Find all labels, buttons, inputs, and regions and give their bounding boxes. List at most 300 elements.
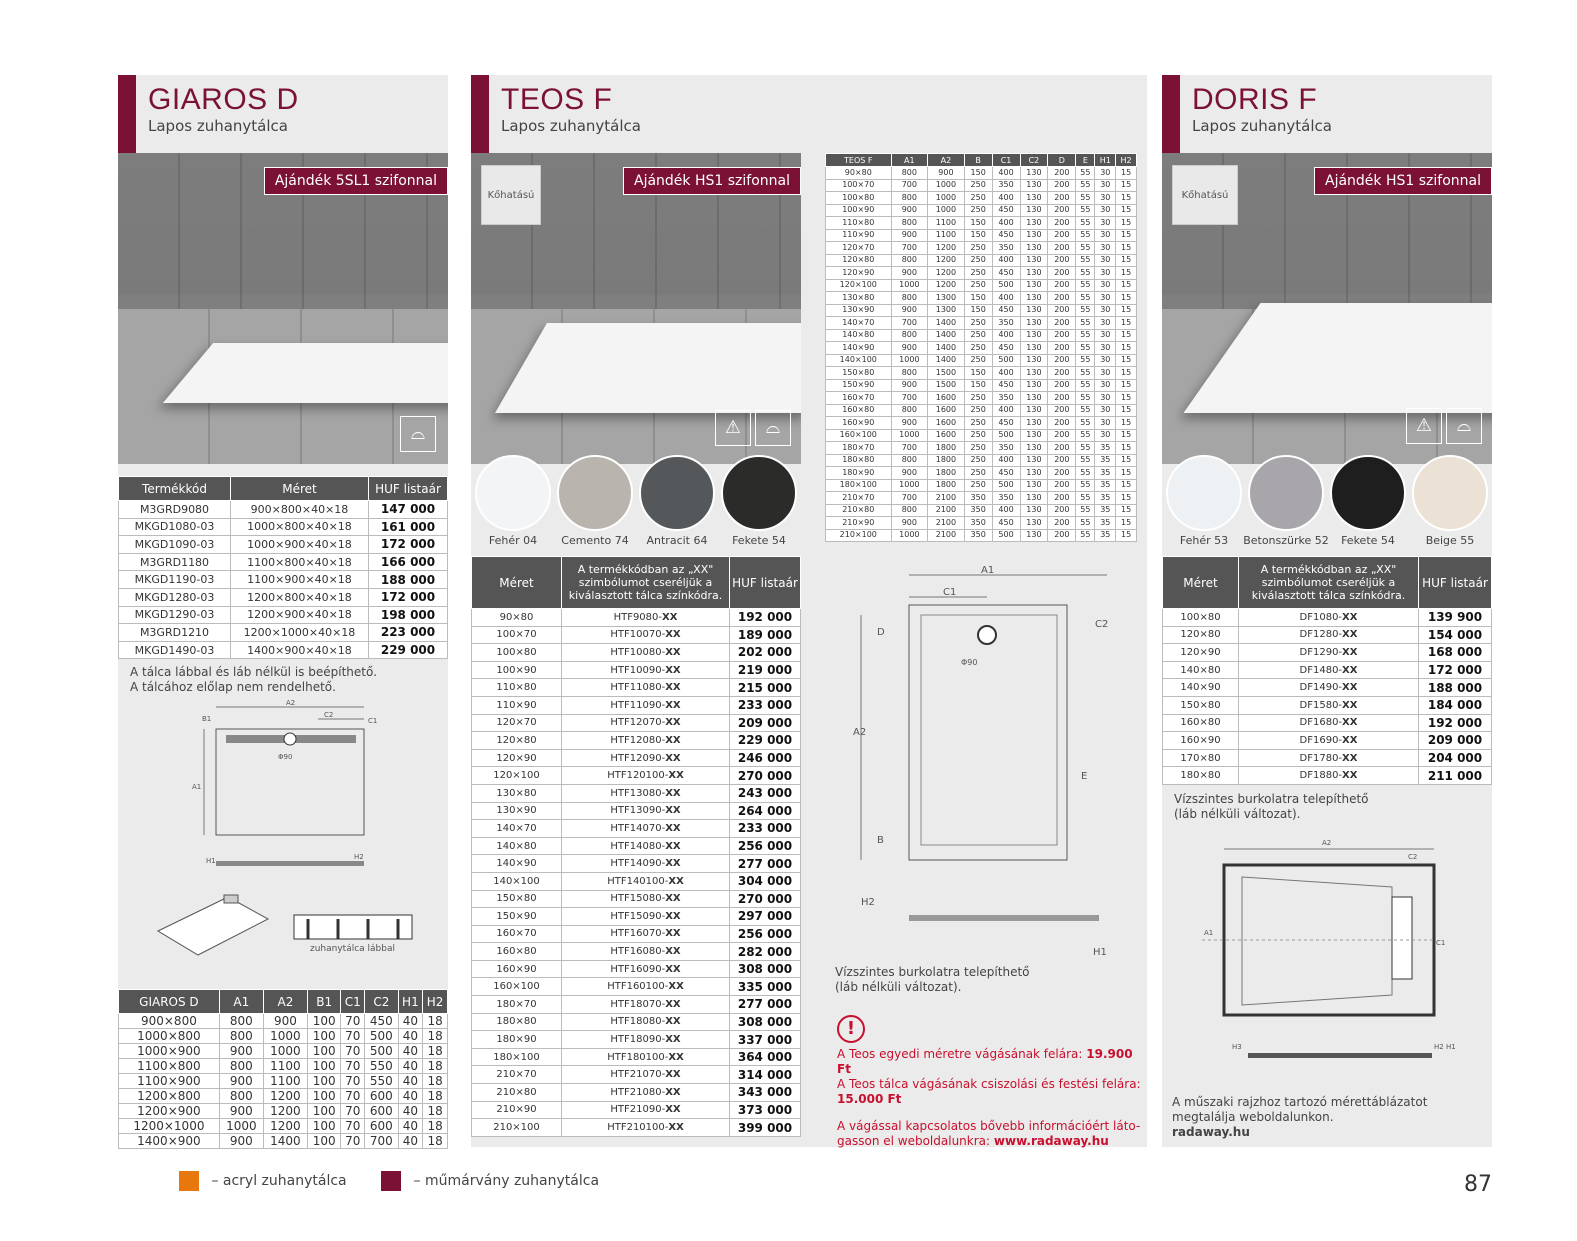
giaros-photo	[118, 153, 448, 464]
dim-cell: 15	[1116, 317, 1137, 330]
dim-cell: 200	[1048, 342, 1076, 355]
dim-cell: 2100	[928, 492, 965, 505]
table-row	[826, 467, 1137, 480]
dim-cell: 130	[1020, 467, 1048, 480]
product-code: HTF11090-XX	[562, 696, 730, 714]
dim-cell: 180×70	[826, 442, 892, 455]
table-row	[472, 767, 801, 785]
dim-cell: 250	[964, 342, 992, 355]
dim-cell: 1800	[928, 454, 965, 467]
col-header: H1	[398, 990, 423, 1014]
dim-cell: 35	[1095, 442, 1116, 455]
col-header: H2	[1116, 154, 1137, 167]
table-row	[472, 626, 801, 644]
col-header: Méret	[231, 477, 369, 501]
dim-cell: 18	[423, 1044, 448, 1059]
dim-cell: 100	[307, 1074, 340, 1089]
dim-cell: 180×80	[826, 454, 892, 467]
dim-cell: 900	[219, 1104, 263, 1119]
dim-cell: 130	[1020, 217, 1048, 230]
dim-cell: 120×90	[826, 267, 892, 280]
dim-cell: 1100	[928, 217, 965, 230]
product-size: 1100×900×40×18	[231, 571, 369, 589]
dim-cell: 55	[1076, 467, 1095, 480]
dim-cell: 700	[365, 1134, 398, 1149]
product-code: HTF12090-XX	[562, 749, 730, 767]
col-header: H2	[423, 990, 448, 1014]
dim-cell: 250	[964, 204, 992, 217]
dim-cell: 160×100	[826, 429, 892, 442]
dim-cell: 40	[398, 1029, 423, 1044]
teos-gift-badge: Ajándék HS1 szifonnal	[623, 167, 801, 195]
product-price: 256 000	[730, 837, 801, 855]
dim-label-d: D	[877, 627, 885, 638]
dim-cell: 1400×900	[119, 1134, 220, 1149]
doris-photo	[1162, 153, 1492, 464]
dim-cell: 200	[1048, 442, 1076, 455]
dim-cell: 200	[1048, 404, 1076, 417]
product-code: HTF15080-XX	[562, 890, 730, 908]
dim-label-c1: C1	[943, 587, 957, 598]
tray-profile-icon: ⌓	[400, 416, 436, 452]
product-code: DF1580-XX	[1239, 696, 1419, 714]
dim-label-a1: A1	[192, 783, 202, 791]
table-row	[119, 536, 448, 554]
table-row	[472, 679, 801, 697]
dim-cell: 800	[219, 1014, 263, 1029]
table-row	[472, 855, 801, 873]
dim-cell: 15	[1116, 304, 1137, 317]
dim-cell: 250	[964, 317, 992, 330]
dim-cell: 100×90	[826, 204, 892, 217]
dim-cell: 18	[423, 1029, 448, 1044]
dim-cell: 700	[891, 242, 928, 255]
product-size: 160×90	[1163, 732, 1239, 750]
install-note-1: Vízszintes burkolatra telepíthető	[835, 965, 1030, 979]
product-code: DF1080-XX	[1239, 609, 1419, 627]
dim-cell: 18	[423, 1119, 448, 1134]
table-row	[1163, 644, 1492, 662]
product-size: 160×100	[472, 978, 562, 996]
dim-cell: 150	[964, 304, 992, 317]
product-size: 120×90	[472, 749, 562, 767]
product-size: 120×70	[472, 714, 562, 732]
color-swatch[interactable]	[1412, 455, 1488, 531]
dim-cell: 900	[891, 204, 928, 217]
dim-label-a2: A2	[1322, 839, 1332, 847]
dim-cell: 15	[1116, 279, 1137, 292]
anti-slip-icon: ⚠	[715, 410, 751, 446]
product-price: 223 000	[369, 624, 448, 642]
polish-price: 15.000 Ft	[837, 1092, 902, 1106]
dim-cell: 130	[1020, 167, 1048, 180]
product-size: 150×90	[472, 908, 562, 926]
table-row	[1163, 767, 1492, 785]
dim-cell: 200	[1048, 354, 1076, 367]
product-price: 209 000	[1419, 732, 1492, 750]
dim-cell: 900	[891, 467, 928, 480]
dim-cell: 130	[1020, 367, 1048, 380]
product-price: 243 000	[730, 784, 801, 802]
color-swatch-label: Fekete 54	[732, 534, 786, 547]
dim-cell: 1200	[263, 1119, 307, 1134]
dim-cell: 160×70	[826, 392, 892, 405]
color-swatch-label: Cemento 74	[561, 534, 629, 547]
dim-cell: 200	[1048, 317, 1076, 330]
table-row	[826, 454, 1137, 467]
product-price: 211 000	[1419, 767, 1492, 785]
dim-cell: 15	[1116, 242, 1137, 255]
dim-cell: 140×90	[826, 342, 892, 355]
table-row	[826, 492, 1137, 505]
dim-cell: 110×90	[826, 229, 892, 242]
product-price: 308 000	[730, 960, 801, 978]
dim-cell: 200	[1048, 529, 1076, 542]
acryl-label: – acryl zuhanytálca	[211, 1173, 347, 1189]
dim-cell: 450	[992, 417, 1020, 430]
dim-cell: 400	[992, 217, 1020, 230]
dim-cell: 800	[891, 329, 928, 342]
dim-cell: 130	[1020, 267, 1048, 280]
dim-cell: 40	[398, 1044, 423, 1059]
dim-cell: 1800	[928, 479, 965, 492]
col-header: C1	[341, 990, 365, 1014]
info-text-2: gasson el weboldalunkra:	[837, 1134, 991, 1148]
col-header: E	[1076, 154, 1095, 167]
dim-cell: 100	[307, 1029, 340, 1044]
dim-cell: 15	[1116, 179, 1137, 192]
dim-cell: 55	[1076, 304, 1095, 317]
product-size: 160×90	[472, 960, 562, 978]
dim-cell: 15	[1116, 342, 1137, 355]
dim-cell: 450	[992, 379, 1020, 392]
product-size: 160×80	[1163, 714, 1239, 732]
product-size: 130×90	[472, 802, 562, 820]
dim-cell: 1000	[928, 204, 965, 217]
dim-cell: 130	[1020, 279, 1048, 292]
dim-cell: 40	[398, 1119, 423, 1134]
product-size: 160×70	[472, 925, 562, 943]
dim-cell: 15	[1116, 517, 1137, 530]
dim-cell: 200	[1048, 304, 1076, 317]
product-code: HTF18090-XX	[562, 1031, 730, 1049]
teos-subtitle: Lapos zuhanytálca	[501, 117, 641, 135]
dim-label-c2: C2	[324, 711, 334, 719]
dim-cell: 130	[1020, 454, 1048, 467]
dim-cell: 55	[1076, 517, 1095, 530]
dim-cell: 450	[992, 304, 1020, 317]
product-code: HTF140100-XX	[562, 872, 730, 890]
product-size: 120×80	[1163, 626, 1239, 644]
product-price: 270 000	[730, 890, 801, 908]
dim-cell: 1000	[891, 429, 928, 442]
giaros-dim-table	[118, 989, 448, 1149]
dim-cell: 350	[964, 529, 992, 542]
product-code: HTF14090-XX	[562, 855, 730, 873]
dim-cell: 55	[1076, 317, 1095, 330]
dim-label-phi: Φ90	[278, 753, 293, 761]
color-swatch[interactable]	[721, 455, 797, 531]
dim-cell: 15	[1116, 379, 1137, 392]
dim-cell: 350	[964, 517, 992, 530]
dim-cell: 30	[1095, 267, 1116, 280]
legend	[179, 1171, 599, 1191]
product-price: 166 000	[369, 553, 448, 571]
dim-cell: 130	[1020, 379, 1048, 392]
dim-cell: 30	[1095, 329, 1116, 342]
tech-url-link[interactable]: radaway.hu	[1172, 1125, 1250, 1139]
table-row	[826, 379, 1137, 392]
product-price: 364 000	[730, 1048, 801, 1066]
table-row	[826, 367, 1137, 380]
col-header: Méret	[1163, 557, 1239, 609]
dim-label-a1: A1	[1204, 929, 1214, 937]
product-price: 198 000	[369, 606, 448, 624]
dim-cell: 800	[891, 254, 928, 267]
dim-label-c2: C2	[1408, 853, 1418, 861]
product-price: 219 000	[730, 661, 801, 679]
table-row	[119, 518, 448, 536]
giaros-note-2: A tálcához előlap nem rendelhető.	[130, 680, 336, 694]
table-row	[472, 1084, 801, 1102]
product-code: HTF10090-XX	[562, 661, 730, 679]
color-swatch-label: Antracit 64	[646, 534, 708, 547]
table-row	[472, 820, 801, 838]
color-swatch-label: Fehér 53	[1179, 534, 1229, 547]
dim-cell: 800	[891, 217, 928, 230]
dim-cell: 55	[1076, 479, 1095, 492]
dim-cell: 200	[1048, 329, 1076, 342]
dim-cell: 30	[1095, 417, 1116, 430]
product-code: DF1490-XX	[1239, 679, 1419, 697]
dim-cell: 55	[1076, 217, 1095, 230]
dim-cell: 600	[365, 1119, 398, 1134]
dim-label-h3: H3	[1232, 1043, 1242, 1051]
dim-cell: 15	[1116, 354, 1137, 367]
dim-cell: 70	[341, 1029, 365, 1044]
dim-cell: 800	[219, 1059, 263, 1074]
dim-cell: 250	[964, 392, 992, 405]
dim-cell: 30	[1095, 192, 1116, 205]
dim-cell: 40	[398, 1089, 423, 1104]
dim-cell: 250	[964, 279, 992, 292]
product-size: 120×80	[472, 732, 562, 750]
dim-label-e: E	[1081, 771, 1088, 782]
product-price: 139 900	[1419, 609, 1492, 627]
product-price: 154 000	[1419, 626, 1492, 644]
table-row	[826, 392, 1137, 405]
dim-cell: 40	[398, 1059, 423, 1074]
dim-cell: 1000	[928, 192, 965, 205]
table-row	[826, 417, 1137, 430]
col-header: B	[964, 154, 992, 167]
dim-cell: 130	[1020, 342, 1048, 355]
dim-cell: 900	[891, 517, 928, 530]
product-code: HTF12080-XX	[562, 732, 730, 750]
dim-cell: 15	[1116, 167, 1137, 180]
dim-cell: 30	[1095, 354, 1116, 367]
dim-cell: 400	[992, 167, 1020, 180]
doris-tech-note	[1172, 1095, 1427, 1140]
dim-cell: 700	[891, 442, 928, 455]
product-price: 147 000	[369, 501, 448, 519]
product-code: MKGD1090-03	[119, 536, 231, 554]
dim-cell: 35	[1095, 492, 1116, 505]
color-swatch[interactable]	[475, 455, 551, 531]
table-row	[119, 501, 448, 519]
dim-cell: 18	[423, 1014, 448, 1029]
product-code: HTF9080-XX	[562, 609, 730, 627]
table-row	[826, 404, 1137, 417]
dim-cell: 55	[1076, 179, 1095, 192]
product-price: 172 000	[369, 536, 448, 554]
dim-cell: 900	[263, 1014, 307, 1029]
table-row	[119, 1074, 448, 1089]
dim-cell: 130	[1020, 504, 1048, 517]
cut-price: 19.900 Ft	[837, 1047, 1133, 1076]
dim-cell: 500	[992, 354, 1020, 367]
color-swatch[interactable]	[1248, 455, 1324, 531]
color-swatch[interactable]	[639, 455, 715, 531]
product-code: HTF12070-XX	[562, 714, 730, 732]
dim-cell: 130	[1020, 292, 1048, 305]
product-price: 282 000	[730, 943, 801, 961]
dim-cell: 30	[1095, 367, 1116, 380]
col-header: A1	[219, 990, 263, 1014]
col-header: A1	[891, 154, 928, 167]
tech-note-1: A műszaki rajzhoz tartozó mérettáblázatot	[1172, 1095, 1428, 1109]
color-swatch[interactable]	[1330, 455, 1406, 531]
table-row	[472, 996, 801, 1014]
product-size: 1200×800×40×18	[231, 588, 369, 606]
teos-technical-drawing	[831, 565, 1131, 965]
table-row	[119, 553, 448, 571]
color-swatch[interactable]	[1166, 455, 1242, 531]
doris-panel	[1162, 75, 1492, 1147]
giaros-note	[130, 665, 377, 695]
dim-cell: 70	[341, 1014, 365, 1029]
product-size: 1400×900×40×18	[231, 641, 369, 659]
dim-cell: 1200×800	[119, 1089, 220, 1104]
dim-cell: 1100×900	[119, 1074, 220, 1089]
dim-cell: 400	[992, 504, 1020, 517]
color-swatch[interactable]	[557, 455, 633, 531]
product-price: 256 000	[730, 925, 801, 943]
dim-cell: 150	[964, 167, 992, 180]
dim-cell: 15	[1116, 329, 1137, 342]
dim-cell: 400	[992, 329, 1020, 342]
product-code: DF1780-XX	[1239, 749, 1419, 767]
dim-cell: 1000	[891, 354, 928, 367]
table-row	[826, 279, 1137, 292]
product-price: 314 000	[730, 1066, 801, 1084]
table-row	[826, 217, 1137, 230]
dim-cell: 140×70	[826, 317, 892, 330]
dim-cell: 200	[1048, 392, 1076, 405]
dim-cell: 210×80	[826, 504, 892, 517]
dim-cell: 55	[1076, 292, 1095, 305]
col-header: A termékkódban az „XX" szimbólumot cseréljük a kiválasztott tálca színkódra.	[562, 557, 730, 609]
product-price: 192 000	[1419, 714, 1492, 732]
product-size: 110×80	[472, 679, 562, 697]
dim-cell: 250	[964, 404, 992, 417]
dim-cell: 30	[1095, 304, 1116, 317]
table-row	[119, 1089, 448, 1104]
table-row	[472, 837, 801, 855]
dim-cell: 350	[964, 504, 992, 517]
dim-cell: 18	[423, 1089, 448, 1104]
product-size: 90×80	[472, 609, 562, 627]
dim-cell: 250	[964, 467, 992, 480]
table-row	[826, 204, 1137, 217]
table-row	[472, 908, 801, 926]
dim-cell: 55	[1076, 242, 1095, 255]
product-price: 233 000	[730, 820, 801, 838]
product-size: 180×80	[472, 1013, 562, 1031]
product-code: DF1480-XX	[1239, 661, 1419, 679]
col-header: A2	[928, 154, 965, 167]
dim-cell: 15	[1116, 467, 1137, 480]
table-row	[472, 802, 801, 820]
dim-cell: 1500	[928, 367, 965, 380]
dim-cell: 800	[219, 1029, 263, 1044]
dim-cell: 130	[1020, 204, 1048, 217]
product-code: MKGD1280-03	[119, 588, 231, 606]
product-size: 1100×800×40×18	[231, 553, 369, 571]
dim-cell: 35	[1095, 504, 1116, 517]
teos-photo	[471, 153, 801, 464]
dim-label-phi: Φ90	[961, 658, 978, 667]
product-price: 161 000	[369, 518, 448, 536]
dim-cell: 100	[307, 1059, 340, 1074]
table-row	[472, 1066, 801, 1084]
dim-cell: 130	[1020, 417, 1048, 430]
warning-icon: !	[837, 1015, 865, 1043]
dim-cell: 200	[1048, 429, 1076, 442]
product-size: 140×70	[472, 820, 562, 838]
dim-cell: 150	[964, 367, 992, 380]
dim-cell: 200	[1048, 254, 1076, 267]
giaros-note-1: A tálca lábbal és láb nélkül is beépíthető.	[130, 665, 378, 679]
product-code: M3GRD9080	[119, 501, 231, 519]
dim-cell: 1100	[928, 229, 965, 242]
table-row	[826, 179, 1137, 192]
product-code: HTF21090-XX	[562, 1101, 730, 1119]
dim-cell: 30	[1095, 204, 1116, 217]
dim-cell: 15	[1116, 492, 1137, 505]
giaros-subtitle: Lapos zuhanytálca	[148, 117, 288, 135]
product-price: 184 000	[1419, 696, 1492, 714]
dim-cell: 200	[1048, 267, 1076, 280]
product-price: 373 000	[730, 1101, 801, 1119]
info-url-link[interactable]: www.radaway.hu	[993, 1134, 1109, 1148]
dim-cell: 350	[992, 179, 1020, 192]
marble-color-square	[381, 1171, 401, 1191]
product-size: 210×70	[472, 1066, 562, 1084]
dim-cell: 400	[992, 367, 1020, 380]
dim-cell: 130	[1020, 242, 1048, 255]
dim-cell: 1200	[928, 242, 965, 255]
dim-cell: 55	[1076, 229, 1095, 242]
dim-cell: 15	[1116, 504, 1137, 517]
product-size: 150×80	[472, 890, 562, 908]
dim-cell: 1000	[891, 529, 928, 542]
table-row	[472, 925, 801, 943]
dim-cell: 55	[1076, 404, 1095, 417]
dim-cell: 210×70	[826, 492, 892, 505]
dim-cell: 1600	[928, 429, 965, 442]
teos-title: TEOS F	[501, 83, 613, 116]
